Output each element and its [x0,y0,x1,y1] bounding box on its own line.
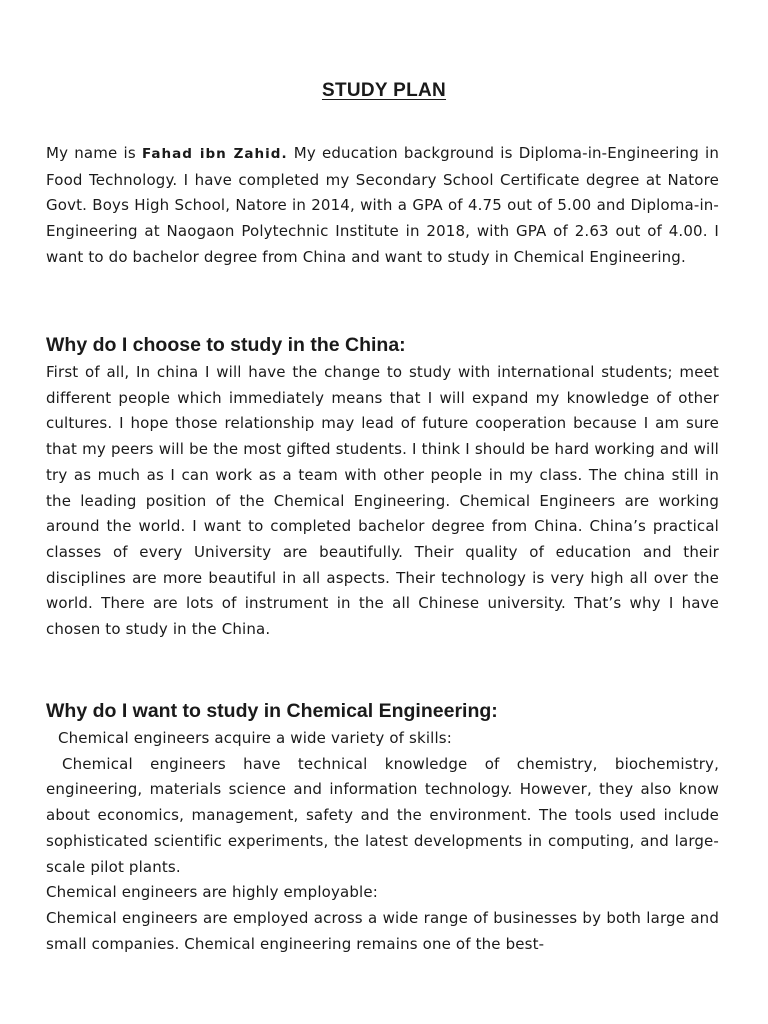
intro-text-before-name: My name is [46,144,142,162]
page-title: STUDY PLAN [321,80,447,101]
section-heading-china: Why do I choose to study in the China: [46,334,406,356]
author-name: Fahad ibn Zahid. [141,146,288,162]
intro-paragraph [46,141,719,271]
subheading-skills: Chemical engineers acquire a wide variety of skills: [58,729,452,747]
section-body-chemical-engineering [46,726,719,957]
paragraph-employable: Chemical engineers are employed across a wide range of businesses by both large and small companies. Chemical engineering remains one of the best- [46,908,719,953]
paragraph-skills: Chemical engineers have technical knowledge of chemistry, biochemistry, engineering, materials science and information technology. However, they also know about economics, management, safety and the environment. The tools used include sophisticated scientific experiments, the latest developments in computing, and large-scale pilot plants. [46,754,719,876]
intro-text-after-name: My education background is Diploma-in-Engineering in Food Technology. I have completed my Secondary School Certificate degree at Natore Govt. Boys High School, Natore in 2014, with a GPA of 4.75 out of 5.00 and Diploma-in-Engineering at Naogaon Polytechnic Institute in 2018, with GPA of 2.63 out of 4.00. I want to do bachelor degree from China and want to study in Chemical Engineering. [46,144,719,266]
subheading-employable: Chemical engineers are highly employable: [46,883,378,902]
section-heading-chemical-engineering: Why do I want to study in Chemical Engineering: [46,700,498,722]
section-body-china: First of all, In china I will have the change to study with international students; meet different people which immediately means that I will expand my knowledge of other cultures. I hope those relationship may lead of future cooperation because I am sure that my peers will be the most gifted students. I think I should be hard working and will try as much as I can work as a team with other people in my class. The china still in the leading position of the Chemical Engineering. Chemical Engineers are working around the world. I want to completed bachelor degree from China. China’s practical classes of every University are beautifully. Their quality of education and their disciplines are more beautiful in all aspects. Their technology is very high all over the world. There are lots of instrument in the all Chinese university. That’s why I have chosen to study in the China. [46,363,719,639]
